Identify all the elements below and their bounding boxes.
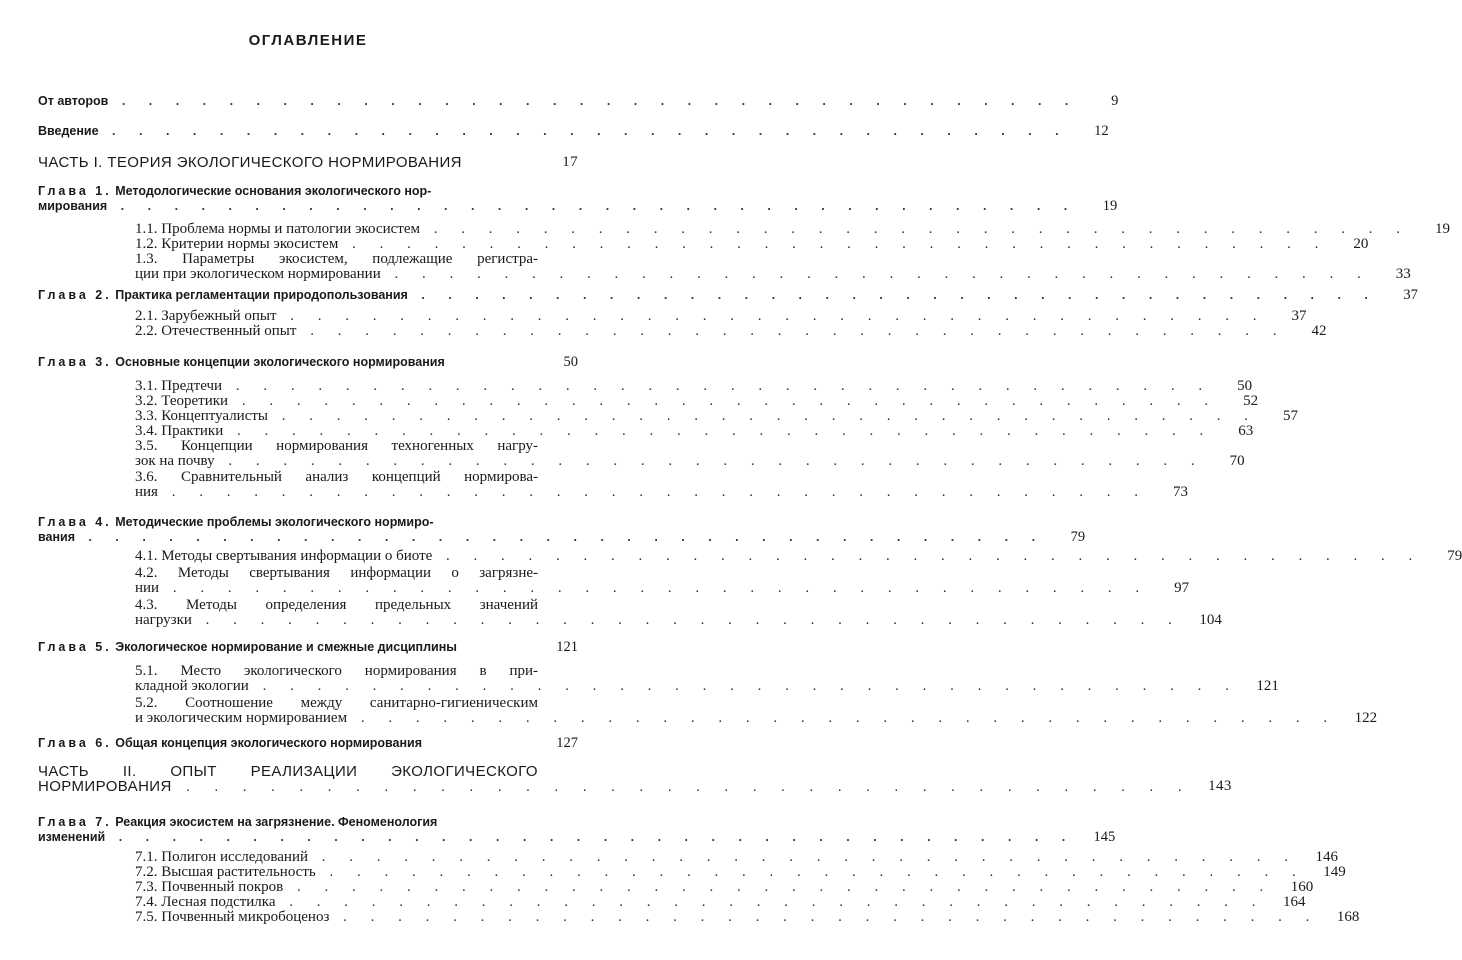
entry-label-cont: мирования	[38, 199, 108, 213]
toc-chapter-entry[interactable]	[38, 640, 578, 655]
toc-section-entry[interactable]	[135, 323, 1327, 339]
chapter-prefix: Глава 2.	[38, 288, 112, 302]
chapter-prefix: Глава 4.	[38, 515, 112, 529]
toc-section-entry[interactable]	[135, 849, 1338, 865]
entry-label-cont: зок на почву	[135, 453, 215, 469]
entry-label: 3.5. Концепции нормирования техногенных нагру-	[135, 438, 538, 454]
entry-label: 7.4. Лесная подстилка	[135, 894, 276, 910]
toc-chapter-entry[interactable]	[38, 736, 578, 751]
entry-label-cont: вания	[38, 530, 75, 544]
dot-leader: . . . . . . . . . . . . . . . . . . . . . . . . . . . . . . . . . . . .	[108, 94, 1079, 108]
page-number: 12	[1094, 123, 1109, 139]
dot-leader: . . . . . . . . . . . . . . . . . . . . . . . . . . . . . . . . . . . .	[228, 393, 1219, 409]
entry-label: Основные концепции экологического нормирования	[115, 355, 445, 369]
toc-section-entry[interactable]	[135, 597, 1222, 628]
toc-section-entry[interactable]	[135, 408, 1299, 424]
dot-leader: . . . . . . . . . . . . . . . . . . . . . . . . . . . . . . . . . . . .	[419, 221, 1410, 237]
page-number: 37	[1403, 287, 1418, 303]
toc-section-entry[interactable]	[135, 423, 1254, 439]
dot-leader: . . . . . . . . . . . . . . . . . . . . . . . . . . . . . . . . . . . .	[223, 423, 1214, 439]
toc-section-entry[interactable]	[135, 879, 1314, 895]
page-number: 121	[556, 639, 578, 655]
entry-label: Введение	[38, 124, 99, 138]
page-number: 20	[1353, 236, 1369, 252]
entry-label-cont: НОРМИРОВАНИЯ	[38, 778, 172, 795]
entry-label-cont: ции при экологическом нормировании	[135, 266, 381, 282]
dot-leader: . . . . . . . . . . . . . . . . . . . . . . . . . . . . . . . . . . . .	[159, 580, 1150, 596]
toc-part-entry[interactable]	[38, 763, 1232, 795]
page-number: 146	[1315, 849, 1338, 865]
entry-label: 7.3. Почвенный покров	[135, 879, 284, 895]
toc-section-entry[interactable]	[135, 565, 1190, 596]
entry-label: Общая концепция экологического нормирования	[115, 736, 423, 750]
page-number: 63	[1238, 423, 1254, 439]
entry-label-cont: изменений	[38, 830, 106, 844]
entry-label-cont: нии	[135, 580, 160, 596]
toc-section-entry[interactable]	[135, 909, 1360, 925]
page-number: 50	[563, 354, 578, 370]
page-number: 73	[1172, 484, 1188, 500]
page-number: 17	[562, 154, 578, 170]
entry-label: Экологическое нормирование и смежные дисциплины	[115, 640, 457, 654]
dot-leader: . . . . . . . . . . . . . . . . . . . . . . . . . . . . . . . . . . . .	[380, 266, 1371, 282]
entry-label: Реакция экосистем на загрязнение. Феноменология	[115, 815, 438, 829]
dot-leader: . . . . . . . . . . . . . . . . . . . . . . . . . . . . . . . . . . . .	[315, 864, 1306, 880]
dot-leader: . . . . . . . . . . . . . . . . . . . . . . . . . . . . . . . . . . . .	[75, 530, 1046, 544]
dot-leader: . . . . . . . . . . . . . . . . . . . . . . . . . . . . . . . . . . . .	[432, 548, 1423, 564]
toc-section-entry[interactable]	[135, 695, 1378, 726]
page-number: 97	[1174, 580, 1190, 596]
toc-chapter-entry[interactable]	[38, 355, 578, 370]
dot-leader: . . . . . . . . . . . . . . . . . . . . . . . . . . . . . . . . . . . .	[308, 849, 1298, 865]
entry-label-cont: нагрузки	[135, 612, 192, 628]
entry-label-cont: кладной экологии	[135, 678, 249, 694]
toc-part-entry[interactable]	[38, 155, 578, 170]
chapter-prefix: Глава 5.	[38, 640, 112, 654]
entry-label: 5.2. Соотношение между санитарно-гигиеническим	[135, 695, 538, 711]
entry-label: 4.2. Методы свертывания информации о загрязне-	[135, 565, 538, 581]
page-number: 79	[1447, 548, 1462, 564]
dot-leader: . . . . . . . . . . . . . . . . . . . . . . . . . . . . . . . . . . . .	[107, 199, 1078, 213]
toc-section-entry[interactable]	[135, 236, 1369, 252]
toc-section-entry[interactable]	[135, 663, 1279, 694]
entry-label: 1.1. Проблема нормы и патологии экосистем	[135, 221, 420, 237]
entry-label: ЧАСТЬ I. ТЕОРИЯ ЭКОЛОГИЧЕСКОГО НОРМИРОВАНИЯ	[38, 154, 462, 171]
toc-section-entry[interactable]	[135, 251, 1411, 282]
page-number: 42	[1311, 323, 1327, 339]
dot-leader: . . . . . . . . . . . . . . . . . . . . . . . . . . . . . . . . . . . .	[347, 710, 1338, 726]
page-number: 143	[1208, 778, 1232, 794]
page-number: 164	[1283, 894, 1306, 910]
toc-section-entry[interactable]	[135, 548, 1462, 564]
page-number: 70	[1229, 453, 1245, 469]
toc-section-entry[interactable]	[135, 469, 1188, 500]
page-number: 122	[1354, 710, 1378, 726]
toc-chapter-entry[interactable]	[38, 815, 1116, 845]
page-number: 37	[1291, 308, 1307, 324]
entry-label: 4.3. Методы определения предельных значений	[135, 597, 538, 613]
toc-section-entry[interactable]	[135, 378, 1253, 394]
entry-label: 2.1. Зарубежный опыт	[135, 308, 277, 324]
toc-section-entry[interactable]	[135, 894, 1306, 910]
entry-label: 7.2. Высшая растительность	[135, 864, 316, 880]
entry-label: 3.1. Предтечи	[135, 378, 223, 394]
entry-label: ЧАСТЬ II. ОПЫТ РЕАЛИЗАЦИИ ЭКОЛОГИЧЕСКОГО	[38, 763, 538, 780]
dot-leader: . . . . . . . . . . . . . . . . . . . . . . . . . . . . . . . . . . . .	[329, 909, 1320, 925]
entry-label: Методические проблемы экологического нормиро-	[115, 515, 434, 529]
toc-section-entry[interactable]	[135, 221, 1450, 237]
page-number: 9	[1111, 93, 1119, 109]
page-number: 149	[1323, 864, 1346, 880]
entry-label: 2.2. Отечественный опыт	[135, 323, 297, 339]
page-number: 168	[1336, 909, 1360, 925]
page-number: 160	[1290, 879, 1314, 895]
toc-entry[interactable]	[38, 123, 1109, 139]
toc-section-entry[interactable]	[135, 393, 1259, 409]
dot-leader: . . . . . . . . . . . . . . . . . . . . . . . . . . . . . . . . . . . .	[214, 453, 1205, 469]
entry-label: От авторов	[38, 94, 109, 108]
dot-leader: . . . . . . . . . . . . . . . . . . . . . . . . . . . . . . . . . . . .	[338, 236, 1329, 252]
dot-leader: . . . . . . . . . . . . . . . . . . . . . . . . . . . . . . . . . . . .	[248, 678, 1239, 694]
page-number: 50	[1237, 378, 1253, 394]
page-number: 127	[556, 735, 578, 751]
page-number: 19	[1102, 198, 1118, 214]
entry-label: 3.3. Концептуалисты	[135, 408, 269, 424]
entry-label-cont: и экологическим нормированием	[135, 710, 348, 726]
dot-leader: . . . . . . . . . . . . . . . . . . . . . . . . . . . . . . . . . . . .	[407, 288, 1378, 302]
entry-label: Методологические основания экологического нор-	[115, 184, 432, 198]
entry-label: 3.4. Практики	[135, 423, 224, 439]
entry-label: 1.2. Критерии нормы экосистем	[135, 236, 339, 252]
toc-chapter-entry[interactable]	[38, 184, 1118, 214]
chapter-prefix: Глава 7.	[38, 815, 112, 829]
page-number: 52	[1243, 393, 1259, 409]
page-number: 145	[1093, 829, 1116, 845]
entry-label: Практика регламентации природопользования	[115, 288, 408, 302]
dot-leader: . . . . . . . . . . . . . . . . . . . . . . . . . . . . . . . . . . . .	[98, 124, 1069, 138]
entry-label: 3.6. Сравнительный анализ концепций нормирова-	[135, 469, 538, 485]
entry-label: 5.1. Место экологического нормирования в при-	[135, 663, 538, 679]
chapter-prefix: Глава 3.	[38, 355, 112, 369]
entry-label: 7.1. Полигон исследований	[135, 849, 308, 865]
entry-label: 3.2. Теоретики	[135, 393, 229, 409]
toc-section-entry[interactable]	[135, 308, 1307, 324]
dot-leader: . . . . . . . . . . . . . . . . . . . . . . . . . . . . . . . . . . . .	[296, 323, 1287, 339]
page-number: 33	[1395, 266, 1411, 282]
dot-leader: . . . . . . . . . . . . . . . . . . . . . . . . . . . . . . . . . . . .	[222, 378, 1213, 394]
chapter-prefix: Глава 6.	[38, 736, 112, 750]
entry-label-cont: ния	[135, 484, 158, 500]
page-number: 57	[1283, 408, 1299, 424]
toc-chapter-entry[interactable]	[38, 515, 1086, 545]
chapter-prefix: Глава 1.	[38, 184, 112, 198]
entry-label: 7.5. Почвенный микробоценоз	[135, 909, 330, 925]
dot-leader: . . . . . . . . . . . . . . . . . . . . . . . . . . . . . . . . . . . .	[171, 778, 1192, 795]
toc-entry[interactable]	[38, 93, 1119, 109]
page-number: 104	[1199, 612, 1222, 628]
dot-leader: . . . . . . . . . . . . . . . . . . . . . . . . . . . . . . . . . . . .	[268, 408, 1259, 424]
dot-leader: . . . . . . . . . . . . . . . . . . . . . . . . . . . . . . . . . . . .	[275, 894, 1266, 910]
dot-leader: . . . . . . . . . . . . . . . . . . . . . . . . . . . . . . . . . . . .	[191, 612, 1182, 628]
entry-label: 1.3. Параметры экосистем, подлежащие регистра-	[135, 251, 538, 267]
dot-leader: . . . . . . . . . . . . . . . . . . . . . . . . . . . . . . . . . . . .	[105, 830, 1076, 844]
page-number: 79	[1070, 529, 1086, 545]
dot-leader: . . . . . . . . . . . . . . . . . . . . . . . . . . . . . . . . . . . .	[276, 308, 1267, 324]
toc-section-entry[interactable]	[135, 438, 1245, 469]
toc-section-entry[interactable]	[135, 864, 1346, 880]
page-number: 121	[1256, 678, 1279, 694]
page-number: 19	[1434, 221, 1450, 237]
dot-leader: . . . . . . . . . . . . . . . . . . . . . . . . . . . . . . . . . . . .	[157, 484, 1148, 500]
entry-label: 4.1. Методы свертывания информации о биоте	[135, 548, 433, 564]
toc-title: ОГЛАВЛЕНИЕ	[248, 32, 368, 49]
toc-chapter-entry[interactable]	[38, 287, 1418, 303]
dot-leader: . . . . . . . . . . . . . . . . . . . . . . . . . . . . . . . . . . . .	[283, 879, 1274, 895]
